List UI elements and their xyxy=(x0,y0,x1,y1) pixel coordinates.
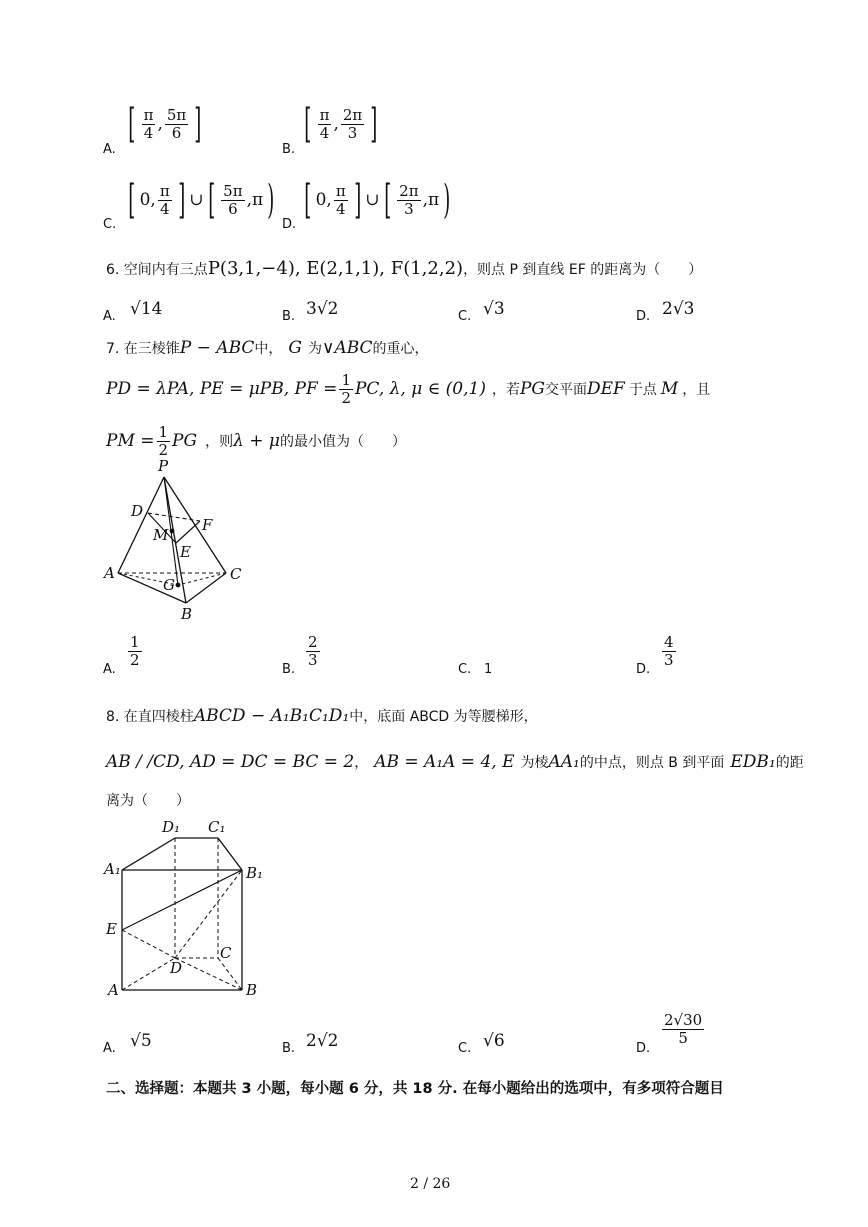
q8-stem2-h: 的距 xyxy=(775,755,804,771)
q6-option-d-value: 2√3 xyxy=(662,299,695,319)
q7-stem1-b: P − ABC xyxy=(179,338,255,358)
label-d: D xyxy=(131,502,144,520)
q7-stem2-g: ，且 xyxy=(682,382,711,398)
q5-option-b-label: B. xyxy=(282,142,296,157)
segment-eb1 xyxy=(122,870,242,930)
q6-option-a-value: √14 xyxy=(130,299,163,319)
q5-d-zero: 0, xyxy=(315,190,332,210)
q6-stem xyxy=(106,258,702,279)
segment-db1 xyxy=(175,870,242,958)
q7-vec-line2: PC, λ, μ ∈ (0,1) xyxy=(354,379,486,399)
point-m xyxy=(170,529,175,534)
label-d: D xyxy=(170,959,183,977)
q8-option-c-value: √6 xyxy=(483,1031,505,1051)
q7-stem2-f: M xyxy=(660,379,679,399)
label-a: A xyxy=(108,981,119,999)
label-f: F xyxy=(202,516,213,534)
point-g xyxy=(176,583,181,588)
q7-stem2-d: DEF xyxy=(587,379,625,399)
edge-pa xyxy=(118,477,164,573)
q6-stem-b: ，则点 P 到直线 EF 的距离为（ ） xyxy=(463,262,703,278)
q5-option-c-value: [ 0, $\frac{\pi}{4}$ ] ∪ [ $\frac{5\pi}{6}$ ,π ) xyxy=(128,177,275,223)
q5-c-p2-num: 5π xyxy=(223,182,243,200)
q5-d-union: ∪ xyxy=(365,190,380,210)
q8-stem2-c: AB = A₁A = 4, E xyxy=(374,752,515,772)
q6-option-d-label: D. xyxy=(636,309,651,324)
label-d1: D₁ xyxy=(162,818,181,836)
q7-a-num: 1 xyxy=(130,633,140,651)
q7-b-num: 2 xyxy=(308,633,318,651)
q7-stem1-f: ∨ABC xyxy=(322,338,373,358)
q8-option-a-label: A. xyxy=(103,1041,116,1056)
q8-stem2-b: ， xyxy=(354,755,369,771)
q5-d-p2-den: 3 xyxy=(404,199,414,218)
q7-d-num: 4 xyxy=(664,633,674,651)
label-e: E xyxy=(106,920,117,938)
q8-option-b-label: B. xyxy=(282,1041,296,1056)
label-a1: A₁ xyxy=(104,860,121,878)
q5-a-hi-den: 6 xyxy=(171,123,182,142)
q5-b-lo-num: π xyxy=(319,106,330,124)
q5-c-pi: ,π xyxy=(246,190,264,210)
section-2-heading: 二、选择题：本题共 3 小题，每小题 6 分，共 18 分. 在每小题给出的选项中，有多项符合题目 xyxy=(106,1081,724,1097)
edge-a1d1 xyxy=(122,838,175,870)
q7-pm-den: 2 xyxy=(158,440,169,459)
q8-option-a-value: √5 xyxy=(130,1031,152,1051)
q8-option-d-label: D. xyxy=(636,1041,651,1056)
edge-cb-hidden xyxy=(218,958,242,990)
q5-b-hi-num: 2π xyxy=(342,106,363,124)
q5-b-lo-den: 4 xyxy=(319,123,330,142)
q7-option-d-label: D. xyxy=(636,662,651,677)
q8-stem-line2 xyxy=(106,752,804,772)
q5-option-a-value: [ $\frac{\pi}{4}$ , $\frac{5\pi}{6}$ ] xyxy=(128,101,202,147)
label-c: C xyxy=(220,944,232,962)
q7-stem1-c: 中， xyxy=(254,341,283,357)
q5-d-p1-den: 4 xyxy=(336,199,346,218)
q7-stem2-e: 于点 xyxy=(628,382,657,398)
q7-stem2-a: ，若 xyxy=(491,382,520,398)
q5-option-a-label: A. xyxy=(103,142,116,157)
edge-ab xyxy=(118,573,186,603)
label-c: C xyxy=(230,565,242,583)
q8-stem1-a: 8. 在直四棱柱 xyxy=(106,709,194,725)
q7-d-den: 3 xyxy=(664,650,674,669)
q8-stem2-e: AA₁ xyxy=(548,752,580,772)
q7-option-b-label: B. xyxy=(282,662,296,677)
label-b1: B₁ xyxy=(246,864,264,882)
q7-stem-line3 xyxy=(106,424,406,458)
q7-stem1-g: 的重心， xyxy=(372,341,429,357)
q7-option-d-value xyxy=(662,634,676,668)
q8-stem2-f: 的中点，则点 B 到平面 xyxy=(579,755,725,771)
q7-option-c-label: C. xyxy=(458,662,472,677)
q7-stem2-b: PG xyxy=(519,379,545,399)
q7-option-c-value: 1 xyxy=(484,662,493,677)
q7-a-den: 2 xyxy=(130,650,140,669)
q7-option-b-value xyxy=(306,634,320,668)
q7-vec-line: PD = λPA, PE = μPB, PF = xyxy=(106,379,338,399)
q5-option-d-value: [ 0, $\frac{\pi}{4}$ ] ∪ [ $\frac{2\pi}{3}$ ,π ) xyxy=(304,177,451,223)
q8-stem2-g: EDB₁ xyxy=(730,752,776,772)
label-b: B xyxy=(181,605,193,623)
q5-c-p1-den: 4 xyxy=(160,199,170,218)
q5-b-hi-den: 3 xyxy=(347,123,358,142)
q8-prism-figure xyxy=(100,812,270,1002)
label-g: G xyxy=(163,576,175,594)
q7-pm-num: 1 xyxy=(158,423,169,441)
q7-stem3-b: λ + μ xyxy=(233,431,280,451)
segment-df xyxy=(148,513,200,521)
label-a: A xyxy=(104,564,115,582)
q8-stem2-d: 为棱 xyxy=(520,755,549,771)
q8-d-num: 2√30 xyxy=(664,1011,703,1029)
q5-c-p1-num: π xyxy=(159,182,170,200)
q7-stem-line1 xyxy=(106,338,429,358)
q5-option-b-value: [ $\frac{\pi}{4}$ , $\frac{2\pi}{3}$ ] xyxy=(304,101,378,147)
label-e: E xyxy=(180,543,191,561)
q5-d-pi: ,π xyxy=(422,190,440,210)
q7-option-a-label: A. xyxy=(103,662,116,677)
q8-stem-line3: 离为（ ） xyxy=(106,793,190,809)
q8-stem2-a: AB / /CD, AD = DC = BC = 2 xyxy=(106,752,355,772)
segment-fe xyxy=(176,521,200,543)
q7-half-num: 1 xyxy=(341,371,351,389)
q6-option-b-value: 3√2 xyxy=(306,299,339,319)
q8-d-den: 5 xyxy=(678,1028,688,1047)
q7-option-a-value xyxy=(128,634,142,668)
q8-option-d-value xyxy=(662,1012,704,1046)
q5-d-p1-num: π xyxy=(335,182,346,200)
q8-stem1-b: ABCD − A₁B₁C₁D₁ xyxy=(193,706,350,726)
label-c1: C₁ xyxy=(208,818,226,836)
q7-stem1-d: G xyxy=(288,338,302,358)
q7-stem2-c: 交平面 xyxy=(545,382,587,398)
q7-pm-line: PM = xyxy=(106,431,155,451)
q7-tetrahedron-figure xyxy=(100,455,260,625)
q6-option-b-label: B. xyxy=(282,309,296,324)
q5-d-p2-num: 2π xyxy=(399,182,419,200)
label-m: M xyxy=(153,526,169,544)
q7-half-den: 2 xyxy=(341,388,351,407)
q8-stem1-c: 中，底面 ABCD 为等腰梯形， xyxy=(349,709,538,725)
q5-option-d-label: D. xyxy=(282,217,297,232)
q6-points: P(3,1,−4), E(2,1,1), F(1,2,2) xyxy=(207,258,464,279)
q7-b-den: 3 xyxy=(308,650,318,669)
segment-ed xyxy=(122,930,175,958)
q8-stem-line1 xyxy=(106,706,538,726)
q5-option-c-label: C. xyxy=(103,217,117,232)
q5-a-lo-num: π xyxy=(143,106,154,124)
page-number: 2 / 26 xyxy=(410,1176,451,1192)
q7-stem1-a: 7. 在三棱锥 xyxy=(106,341,180,357)
q5-c-p2-den: 6 xyxy=(228,199,238,218)
q7-stem-line2 xyxy=(106,372,710,406)
edge-ad-hidden xyxy=(122,958,175,990)
q5-c-union: ∪ xyxy=(189,190,204,210)
edge-c1b1 xyxy=(218,838,242,870)
segment-db xyxy=(175,958,242,990)
q5-a-lo-den: 4 xyxy=(143,123,154,142)
q8-option-c-label: C. xyxy=(458,1041,472,1056)
label-p: P xyxy=(158,457,169,475)
q6-option-c-label: C. xyxy=(458,309,472,324)
q6-option-a-label: A. xyxy=(103,309,116,324)
q6-option-c-value: √3 xyxy=(483,299,505,319)
q6-stem-a: 6. 空间内有三点 xyxy=(106,262,208,278)
label-b: B xyxy=(246,981,258,999)
q7-stem1-e: 为 xyxy=(308,341,322,357)
q7-stem3-a: ，则 xyxy=(205,434,234,450)
q7-stem3-c: 的最小值为（ ） xyxy=(279,434,406,450)
q8-option-b-value: 2√2 xyxy=(306,1031,339,1051)
q5-c-zero: 0, xyxy=(139,190,156,210)
q7-pm-tail: PG xyxy=(172,431,198,451)
q5-a-hi-num: 5π xyxy=(166,106,187,124)
